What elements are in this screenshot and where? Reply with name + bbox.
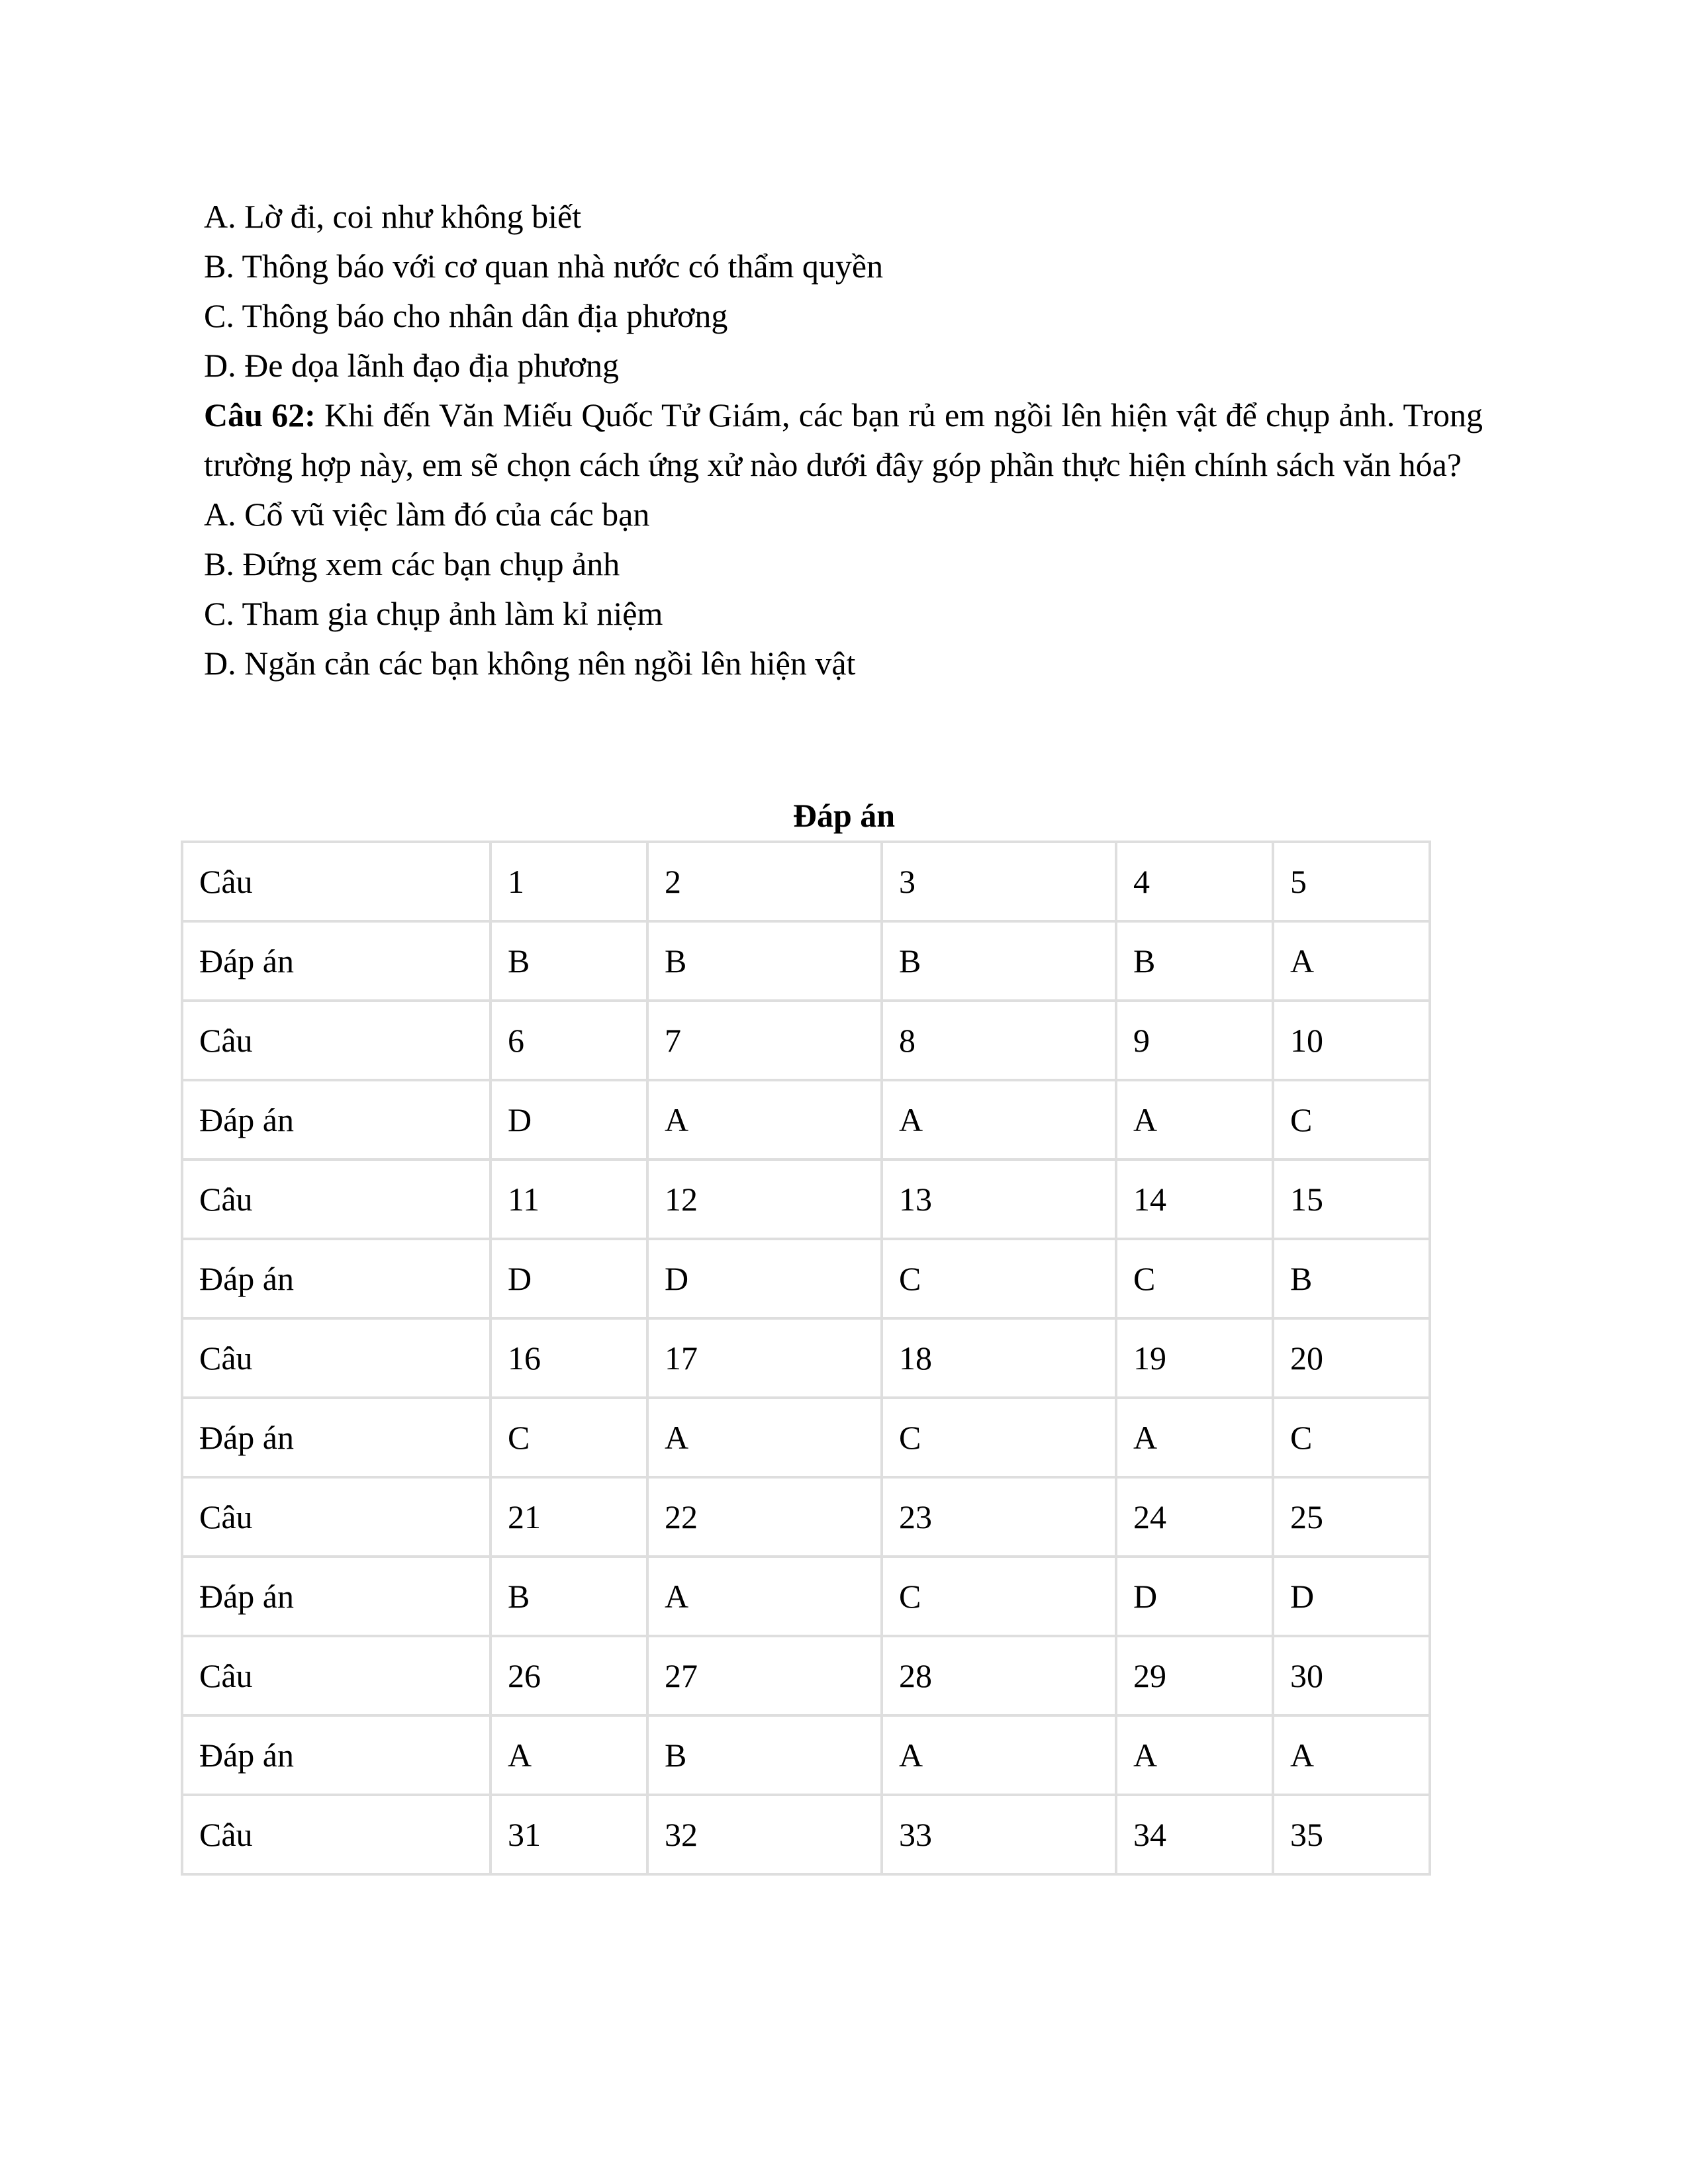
table-row (182, 1795, 1430, 1874)
question-text-block (204, 192, 1483, 688)
table-cell: 19 (1116, 1318, 1273, 1398)
table-row-header-cell: Đáp án (182, 921, 491, 1001)
table-cell: A (882, 1715, 1116, 1795)
table-cell: D (491, 1239, 647, 1318)
table-cell: 22 (647, 1477, 882, 1557)
table-cell: 11 (491, 1160, 647, 1239)
table-row-header-cell: Câu (182, 842, 491, 921)
table-cell: 12 (647, 1160, 882, 1239)
table-row-header-cell: Đáp án (182, 1398, 491, 1477)
table-cell: B (1116, 921, 1273, 1001)
table-row (182, 1398, 1430, 1477)
table-cell: 34 (1116, 1795, 1273, 1874)
table-cell: 25 (1273, 1477, 1430, 1557)
table-cell: A (491, 1715, 647, 1795)
table-cell: 28 (882, 1636, 1116, 1715)
prev-option-b: B. Thông báo với cơ quan nhà nước có thẩm quyền (204, 248, 884, 285)
table-cell: A (1273, 1715, 1430, 1795)
question-62-label: Câu 62: (204, 396, 316, 433)
table-cell: C (882, 1557, 1116, 1636)
table-cell: C (882, 1398, 1116, 1477)
table-cell: 4 (1116, 842, 1273, 921)
table-row-header-cell: Câu (182, 1636, 491, 1715)
table-cell: 5 (1273, 842, 1430, 921)
table-cell: 15 (1273, 1160, 1430, 1239)
table-cell: 7 (647, 1001, 882, 1080)
table-cell: 35 (1273, 1795, 1430, 1874)
table-row (182, 921, 1430, 1001)
table-cell: 3 (882, 842, 1116, 921)
q62-option-d: D. Ngăn cản các bạn không nên ngồi lên hiện vật (204, 645, 856, 682)
table-row-header-cell: Câu (182, 1795, 491, 1874)
prev-option-a: A. Lờ đi, coi như không biết (204, 198, 582, 235)
q62-option-a: A. Cổ vũ việc làm đó của các bạn (204, 496, 650, 533)
table-cell: C (1116, 1239, 1273, 1318)
table-row (182, 842, 1430, 921)
table-cell: A (647, 1080, 882, 1160)
table-cell: A (1273, 921, 1430, 1001)
prev-option-d: D. Đe dọa lãnh đạo địa phương (204, 347, 620, 384)
table-cell: 23 (882, 1477, 1116, 1557)
table-cell: A (647, 1398, 882, 1477)
table-cell: 27 (647, 1636, 882, 1715)
table-row-header-cell: Đáp án (182, 1239, 491, 1318)
table-cell: 9 (1116, 1001, 1273, 1080)
table-row (182, 1239, 1430, 1318)
table-cell: 33 (882, 1795, 1116, 1874)
table-row-header-cell: Đáp án (182, 1557, 491, 1636)
table-cell: A (882, 1080, 1116, 1160)
table-row (182, 1318, 1430, 1398)
table-cell: 2 (647, 842, 882, 921)
table-row-header-cell: Câu (182, 1001, 491, 1080)
question-62 (204, 390, 1483, 490)
answer-table-title: Đáp án (792, 797, 896, 834)
table-cell: D (491, 1080, 647, 1160)
table-row (182, 1557, 1430, 1636)
table-cell: 10 (1273, 1001, 1430, 1080)
table-row (182, 1080, 1430, 1160)
table-cell: A (1116, 1715, 1273, 1795)
table-cell: A (1116, 1080, 1273, 1160)
table-cell: B (882, 921, 1116, 1001)
table-row (182, 1636, 1430, 1715)
table-cell: 31 (491, 1795, 647, 1874)
table-cell: 8 (882, 1001, 1116, 1080)
table-cell: D (1273, 1557, 1430, 1636)
table-cell: 29 (1116, 1636, 1273, 1715)
table-cell: 16 (491, 1318, 647, 1398)
table-cell: A (1116, 1398, 1273, 1477)
table-cell: 17 (647, 1318, 882, 1398)
table-cell: D (1116, 1557, 1273, 1636)
table-cell: 30 (1273, 1636, 1430, 1715)
prev-option-c: C. Thông báo cho nhân dân địa phương (204, 297, 728, 334)
table-cell: C (882, 1239, 1116, 1318)
table-cell: B (491, 921, 647, 1001)
table-cell: 14 (1116, 1160, 1273, 1239)
table-cell: 1 (491, 842, 647, 921)
table-cell: A (647, 1557, 882, 1636)
answer-table-body (182, 842, 1430, 1874)
table-cell: D (647, 1239, 882, 1318)
question-62-text: Khi đến Văn Miếu Quốc Tử Giám, các bạn rủ em ngồi lên hiện vật để chụp ảnh. Trong trường hợp này, em sẽ chọn cách ứng xử nào dưới đây góp phần thực hiện chính sách văn hóa? (204, 396, 1483, 483)
table-cell: C (1273, 1080, 1430, 1160)
table-cell: 24 (1116, 1477, 1273, 1557)
table-cell: 18 (882, 1318, 1116, 1398)
table-row (182, 1160, 1430, 1239)
q62-option-b: B. Đứng xem các bạn chụp ảnh (204, 545, 620, 582)
table-cell: C (1273, 1398, 1430, 1477)
table-cell: 32 (647, 1795, 882, 1874)
table-cell: 20 (1273, 1318, 1430, 1398)
table-cell: B (647, 921, 882, 1001)
table-row-header-cell: Câu (182, 1318, 491, 1398)
table-row-header-cell: Đáp án (182, 1080, 491, 1160)
table-cell: 6 (491, 1001, 647, 1080)
table-cell: B (1273, 1239, 1430, 1318)
answer-table (181, 841, 1431, 1876)
table-cell: 13 (882, 1160, 1116, 1239)
table-cell: B (491, 1557, 647, 1636)
table-row (182, 1477, 1430, 1557)
table-row (182, 1715, 1430, 1795)
table-cell: B (647, 1715, 882, 1795)
table-cell: 26 (491, 1636, 647, 1715)
table-row-header-cell: Câu (182, 1477, 491, 1557)
table-cell: 21 (491, 1477, 647, 1557)
table-row (182, 1001, 1430, 1080)
table-row-header-cell: Câu (182, 1160, 491, 1239)
table-row-header-cell: Đáp án (182, 1715, 491, 1795)
table-cell: C (491, 1398, 647, 1477)
q62-option-c: C. Tham gia chụp ảnh làm kỉ niệm (204, 595, 663, 632)
